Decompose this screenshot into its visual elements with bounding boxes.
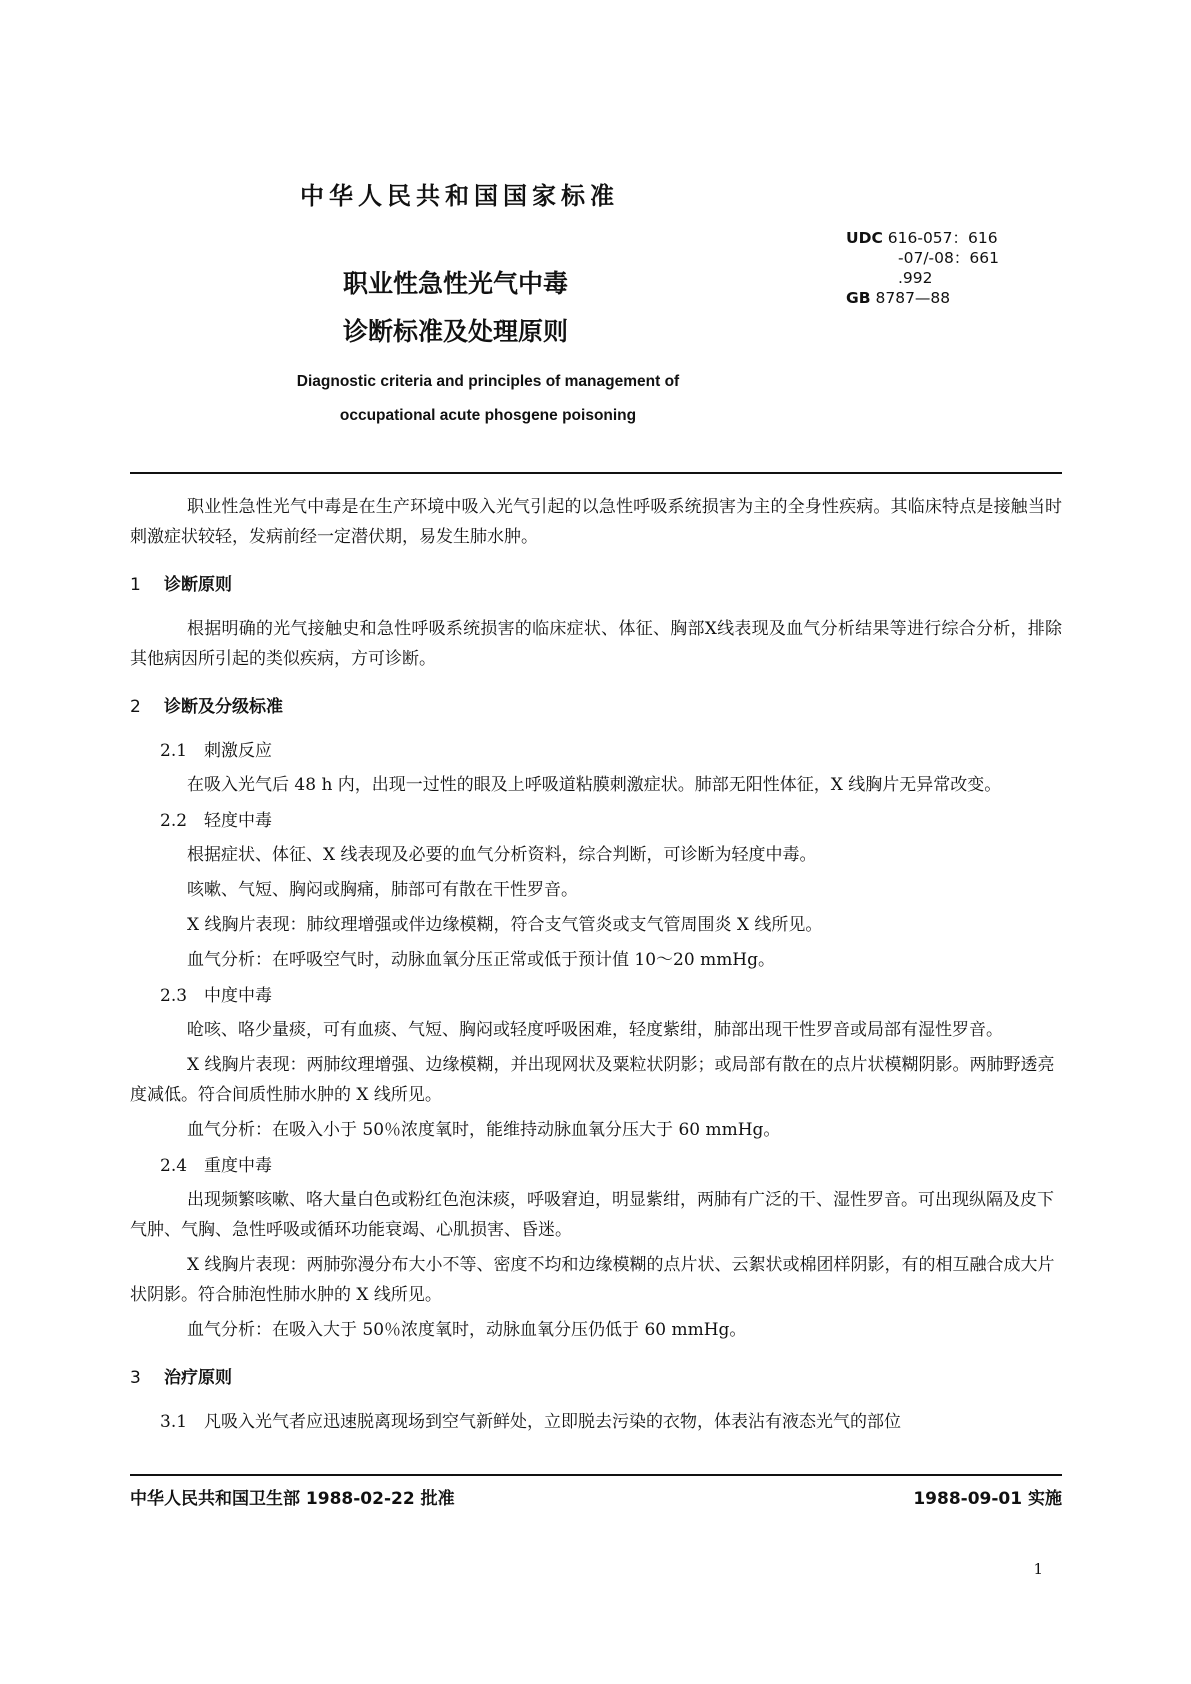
- title-en-line1: Diagnostic criteria and principles of management of: [296, 373, 680, 390]
- section-1-text: 根据明确的光气接触史和急性呼吸系统损害的临床症状、体征、胸部X线表现及血气分析结果等进行综合分析，排除其他病因所引起的类似疾病，方可诊断。: [130, 619, 1062, 669]
- paragraph: X 线胸片表现：两肺纹理增强、边缘模糊，并出现网状及粟粒状阴影；或局部有散在的点片状模糊阴影。两肺野透亮度减低。符合间质性肺水肿的 X 线所见。: [130, 1055, 1055, 1105]
- subsection-number: 2.4: [160, 1156, 188, 1176]
- paragraph: X 线胸片表现：两肺弥漫分布大小不等、密度不均和边缘模糊的点片状、云絮状或棉团样阴影，有的相互融合成大片状阴影。符合肺泡性肺水肿的 X 线所见。: [130, 1255, 1055, 1305]
- paragraph: 出现频繁咳嗽、咯大量白色或粉红色泡沫痰，呼吸窘迫，明显紫绀，两肺有广泛的干、湿性罗音。可出现纵隔及皮下气肿、气胸、急性呼吸或循环功能衰竭、心肌损害、昏迷。: [130, 1190, 1054, 1240]
- paragraph: 咳嗽、气短、胸闷或胸痛，肺部可有散在干性罗音。: [187, 880, 578, 900]
- paragraph: 呛咳、咯少量痰，可有血痰、气短、胸闷或轻度呼吸困难，轻度紫绀，肺部出现干性罗音或局部有湿性罗音。: [187, 1020, 1003, 1040]
- section-title: 治疗原则: [164, 1368, 232, 1388]
- udc-code-line2: -07/-08：661: [898, 249, 999, 267]
- approval-line: 中华人民共和国卫生部 1988-02-22 批准: [130, 1489, 455, 1509]
- title-chinese: [343, 260, 568, 356]
- udc-code-line1: 616-057：616: [887, 229, 998, 247]
- title-en-line2: occupational acute phosgene poisoning: [339, 407, 637, 424]
- subsection-number: 2.3: [160, 986, 188, 1006]
- classification-block: [846, 228, 999, 308]
- header-divider: [130, 472, 1062, 474]
- paragraph: 血气分析：在吸入大于 50％浓度氧时，动脉血氧分压仍低于 60 mmHg。: [187, 1320, 747, 1340]
- subsection-title: 轻度中毒: [204, 811, 272, 831]
- paragraph: 血气分析：在吸入小于 50％浓度氧时，能维持动脉血氧分压大于 60 mmHg。: [187, 1120, 781, 1140]
- section-3-heading: [130, 1363, 1062, 1393]
- subsection-title: 重度中毒: [204, 1156, 272, 1176]
- paragraph: 血气分析：在呼吸空气时，动脉血氧分压正常或低于预计值 10～20 mmHg。: [187, 950, 776, 970]
- title-english: [268, 365, 708, 433]
- title-cn-line2: 诊断标准及处理原则: [343, 317, 569, 346]
- subsection-title: 刺激反应: [204, 741, 272, 761]
- section-title: 诊断原则: [164, 575, 232, 595]
- subsection-number: 2.2: [160, 811, 188, 831]
- paragraph: X 线胸片表现：肺纹理增强或伴边缘模糊，符合支气管炎或支气管周围炎 X 线所见。: [187, 915, 823, 935]
- title-cn-line1: 职业性急性光气中毒: [343, 269, 569, 298]
- subsection-2-2-heading: [160, 806, 1062, 836]
- udc-code-line3: .992: [898, 269, 933, 287]
- standard-name: 中华人民共和国国家标准: [300, 182, 619, 210]
- gb-number: 8787—88: [875, 289, 951, 307]
- subsection-2-4-heading: [160, 1151, 1062, 1181]
- gb-label: GB: [846, 289, 871, 307]
- subsection-2-1-heading: [160, 736, 1062, 766]
- effective-date: 1988-09-01 实施: [913, 1489, 1062, 1509]
- subsection-number: 3.1: [160, 1412, 188, 1432]
- document-body: [130, 492, 1062, 1437]
- subsection-number: 2.1: [160, 741, 188, 761]
- paragraph: 在吸入光气后 48 h 内，出现一过性的眼及上呼吸道粘膜刺激症状。肺部无阳性体征，X 线胸片无异常改变。: [187, 775, 1002, 795]
- intro-paragraph: 职业性急性光气中毒是在生产环境中吸入光气引起的以急性呼吸系统损害为主的全身性疾病。其临床特点是接触当时刺激症状较轻，发病前经一定潜伏期，易发生肺水肿。: [130, 497, 1062, 547]
- section-title: 诊断及分级标准: [164, 697, 283, 717]
- udc-label: UDC: [846, 229, 883, 247]
- section-number: 3: [130, 1368, 141, 1388]
- paragraph: 根据症状、体征、X 线表现及必要的血气分析资料，综合判断，可诊断为轻度中毒。: [187, 845, 817, 865]
- subsection-title: 中度中毒: [204, 986, 272, 1006]
- subsection-3-1: [160, 1407, 1062, 1437]
- section-number: 1: [130, 575, 141, 595]
- section-1-heading: [130, 570, 1062, 600]
- section-2-heading: [130, 692, 1062, 722]
- subsection-text: 凡吸入光气者应迅速脱离现场到空气新鲜处，立即脱去污染的衣物，体表沾有液态光气的部位: [204, 1412, 901, 1432]
- footer-divider: [130, 1474, 1062, 1476]
- page-number: 1: [1033, 1560, 1043, 1578]
- section-number: 2: [130, 697, 141, 717]
- subsection-2-3-heading: [160, 981, 1062, 1011]
